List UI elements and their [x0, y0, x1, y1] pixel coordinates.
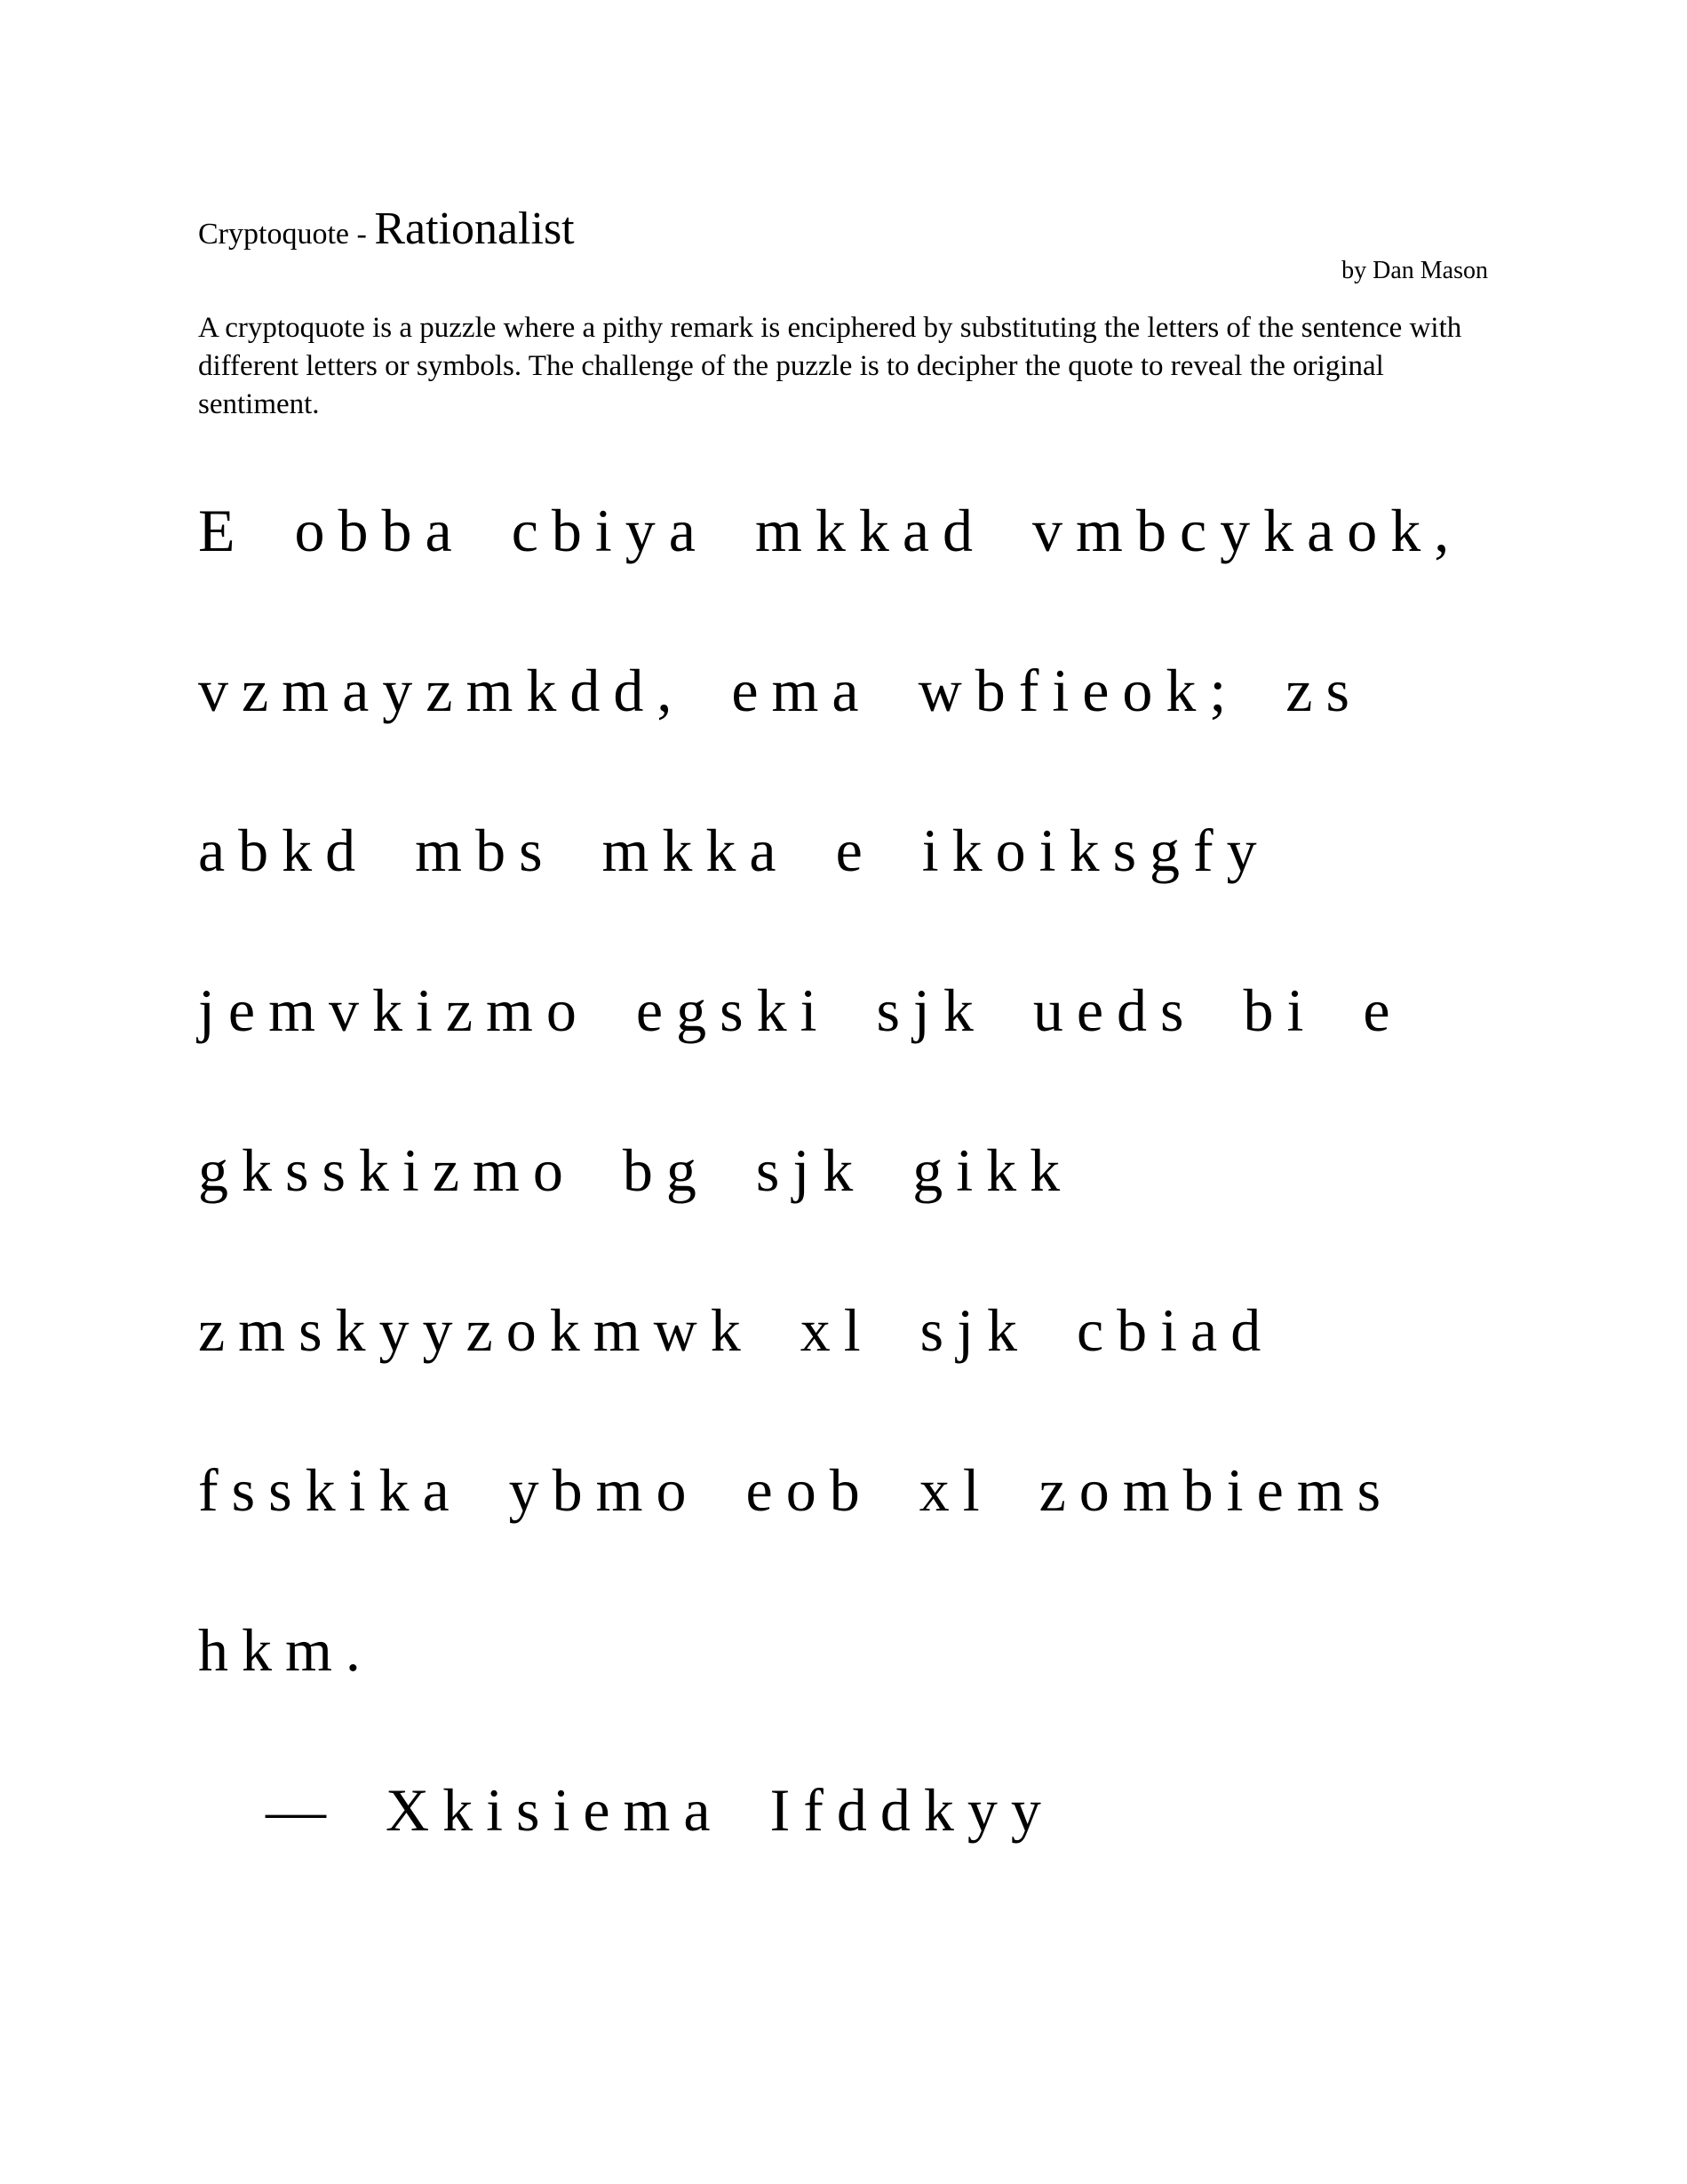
author-byline: by Dan Mason — [1341, 257, 1488, 284]
intro-paragraph: A cryptoquote is a puzzle where a pithy remark is enciphered by substituting the letters of the sentence with different letters or symbols. The challenge of the puzzle is to decipher the quote to reveal the original sentiment. — [198, 312, 1462, 420]
cipher-line: hkm. — [198, 1616, 374, 1684]
cipher-line: vzmayzmkdd, ema wbfieok; zs — [198, 657, 1363, 724]
cipher-line: abkd mbs mkka e ikoiksgfy — [198, 817, 1270, 884]
puzzle-page — [198, 203, 1488, 1856]
cipher-line: gksskizmo bg sjk gikk — [198, 1136, 1074, 1204]
cipher-attribution: — Xkisiema Ifddkyy — [266, 1776, 1054, 1844]
title-prefix: Cryptoquote - — [198, 218, 375, 251]
cipher-line: E obba cbiya mkkad vmbcykaok, — [198, 497, 1463, 564]
title-row — [198, 203, 1488, 256]
cipher-text — [198, 484, 1488, 1856]
page-title: Rationalist — [374, 203, 575, 254]
cipher-line: zmskyyzokmwk xl sjk cbiad — [198, 1296, 1275, 1364]
cipher-line: fsskika ybmo eob xl zombiems — [198, 1456, 1395, 1524]
cipher-line: jemvkizmo egski sjk ueds bi e — [198, 976, 1404, 1044]
